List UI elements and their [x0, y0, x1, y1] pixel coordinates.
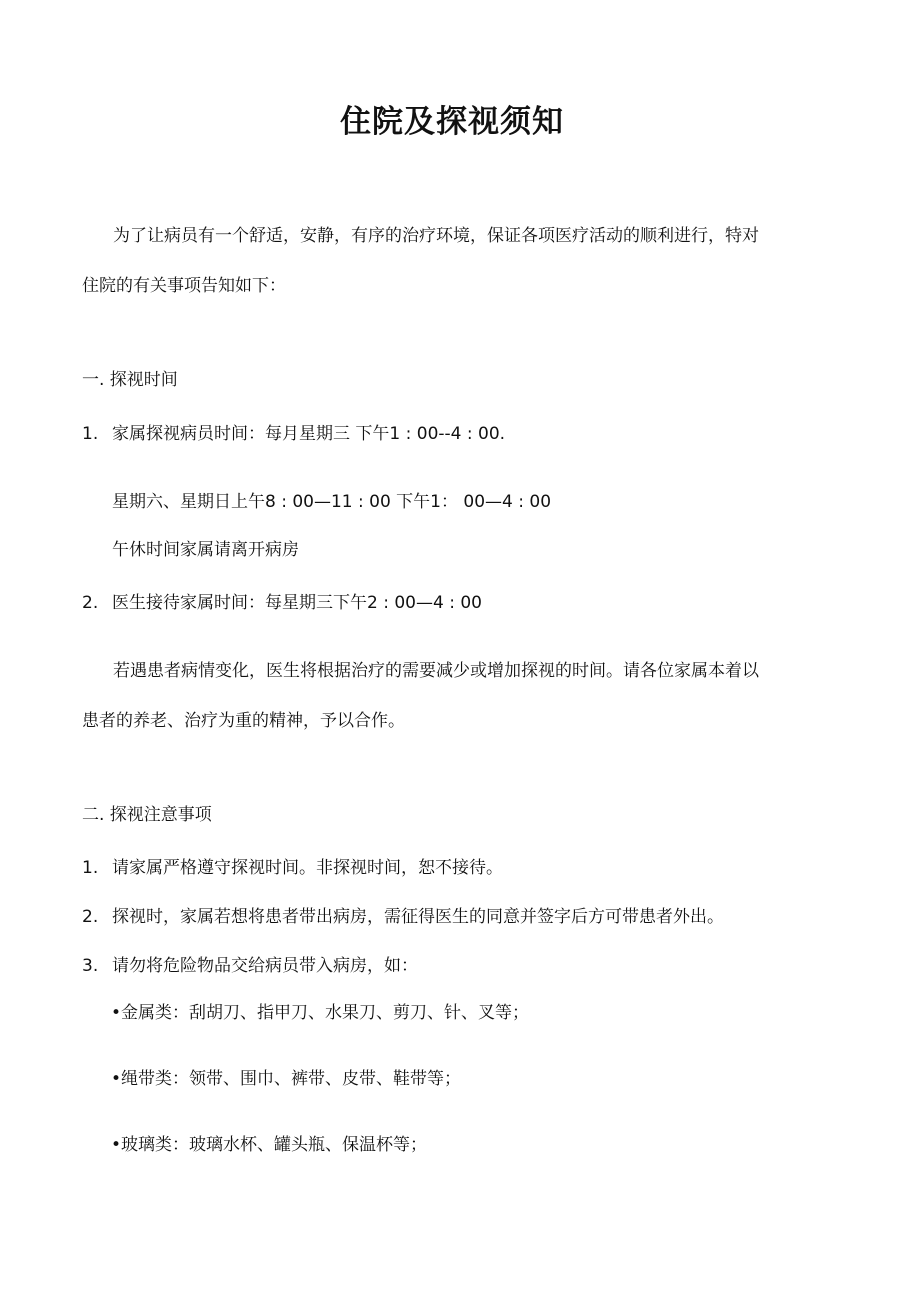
item-number: 1.: [82, 858, 99, 878]
item-text: 请勿将危险物品交给病员带入病房，如：: [112, 956, 418, 976]
bullet-glass: •玻璃类：玻璃水杯、罐头瓶、保温杯等；: [111, 1135, 428, 1155]
section-1-item-1: [82, 422, 505, 446]
section-1-heading: 一. 探视时间: [82, 370, 178, 390]
item-text: 医生接待家属时间：每星期三下午2 : 00—4 : 00: [112, 593, 482, 613]
item-text: 探视时，家属若想将患者带出病房，需征得医生的同意并签字后方可带患者外出。: [112, 907, 724, 927]
section-2-item-2: [82, 905, 724, 929]
section-1-item-2: [82, 591, 482, 615]
item-text: 家属探视病员时间：每月星期三 下午1 : 00--4 : 00.: [112, 424, 506, 444]
section-1-item-1-cont-1: 星期六、星期日上午8 : 00—11 : 00 下午1： 00—4 : 00: [112, 492, 552, 512]
section-1-note-line-2: 患者的养老、治疗为重的精神，予以合作。: [82, 711, 405, 731]
bullet-metal: •金属类：刮胡刀、指甲刀、水果刀、剪刀、针、叉等；: [111, 1003, 530, 1023]
section-1-note-line-1: 若遇患者病情变化，医生将根据治疗的需要减少或增加探视的时间。请各位家属本着以: [113, 661, 759, 681]
item-number: 1.: [82, 424, 99, 444]
section-1-item-1-cont-2: 午休时间家属请离开病房: [112, 540, 299, 560]
item-number: 2.: [82, 593, 99, 613]
bullet-straps: •绳带类：领带、围巾、裤带、皮带、鞋带等；: [111, 1069, 462, 1089]
intro-line-2: 住院的有关事项告知如下：: [82, 276, 286, 296]
item-number: 2.: [82, 907, 99, 927]
section-2-item-3: [82, 954, 418, 978]
section-2-item-1: [82, 856, 503, 880]
section-2-heading: 二. 探视注意事项: [82, 805, 212, 825]
item-text: 请家属严格遵守探视时间。非探视时间，恕不接待。: [112, 858, 503, 878]
item-number: 3.: [82, 956, 99, 976]
intro-line-1: 为了让病员有一个舒适，安静，有序的治疗环境，保证各项医疗活动的顺利进行，特对: [113, 226, 759, 246]
document-title: 住院及探视须知: [340, 104, 564, 140]
